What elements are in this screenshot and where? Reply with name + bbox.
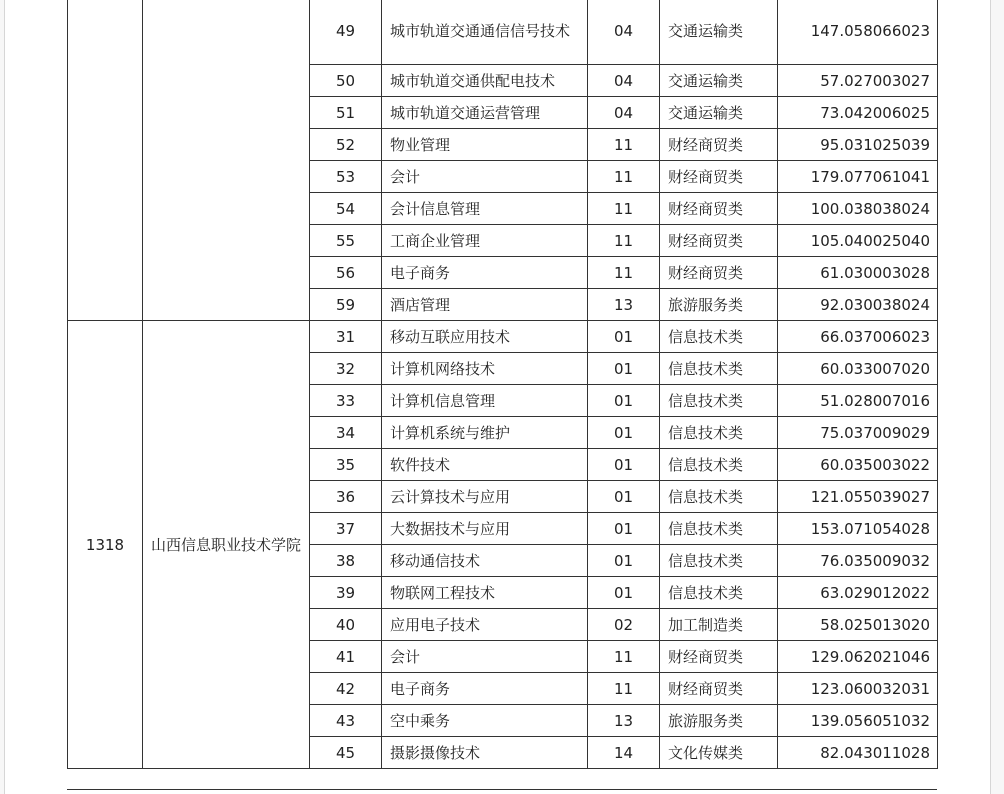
score-cell: 75.037009029 [778, 417, 938, 449]
major-number-cell: 52 [310, 129, 382, 161]
major-name-cell: 会计 [382, 641, 588, 673]
major-name-cell: 电子商务 [382, 257, 588, 289]
category-cell: 信息技术类 [660, 385, 778, 417]
major-number-cell: 45 [310, 737, 382, 769]
category-cell: 财经商贸类 [660, 193, 778, 225]
major-number-cell: 42 [310, 673, 382, 705]
subject-code-cell: 01 [588, 481, 660, 513]
category-cell: 信息技术类 [660, 321, 778, 353]
major-name-cell: 移动互联应用技术 [382, 321, 588, 353]
subject-code-cell: 04 [588, 97, 660, 129]
category-cell: 信息技术类 [660, 545, 778, 577]
major-name-cell: 计算机信息管理 [382, 385, 588, 417]
major-name-cell: 会计 [382, 161, 588, 193]
major-name-cell: 大数据技术与应用 [382, 513, 588, 545]
subject-code-cell: 13 [588, 289, 660, 321]
subject-code-cell: 01 [588, 449, 660, 481]
subject-code-cell: 11 [588, 225, 660, 257]
page-right-edge [990, 0, 1004, 794]
major-name-cell: 城市轨道交通供配电技术 [382, 65, 588, 97]
major-name-cell: 软件技术 [382, 449, 588, 481]
subject-code-cell: 11 [588, 641, 660, 673]
score-cell: 57.027003027 [778, 65, 938, 97]
category-cell: 信息技术类 [660, 481, 778, 513]
subject-code-cell: 01 [588, 417, 660, 449]
major-number-cell: 33 [310, 385, 382, 417]
major-name-cell: 应用电子技术 [382, 609, 588, 641]
subject-code-cell: 11 [588, 129, 660, 161]
major-number-cell: 32 [310, 353, 382, 385]
major-name-cell: 工商企业管理 [382, 225, 588, 257]
major-number-cell: 36 [310, 481, 382, 513]
score-cell: 105.040025040 [778, 225, 938, 257]
score-cell: 58.025013020 [778, 609, 938, 641]
subject-code-cell: 01 [588, 577, 660, 609]
major-number-cell: 53 [310, 161, 382, 193]
subject-code-cell: 01 [588, 353, 660, 385]
major-name-cell: 云计算技术与应用 [382, 481, 588, 513]
score-cell: 147.058066023 [778, 0, 938, 65]
category-cell: 信息技术类 [660, 449, 778, 481]
school-name-cell [143, 0, 310, 321]
table-bottom-border [67, 789, 937, 790]
category-cell: 加工制造类 [660, 609, 778, 641]
school-code-cell [68, 0, 143, 321]
score-cell: 121.055039027 [778, 481, 938, 513]
school-name-cell: 山西信息职业技术学院 [143, 321, 310, 769]
category-cell: 财经商贸类 [660, 641, 778, 673]
major-number-cell: 50 [310, 65, 382, 97]
major-number-cell: 43 [310, 705, 382, 737]
major-number-cell: 55 [310, 225, 382, 257]
school-code-cell: 1318 [68, 321, 143, 769]
score-cell: 61.030003028 [778, 257, 938, 289]
major-number-cell: 37 [310, 513, 382, 545]
major-name-cell: 计算机网络技术 [382, 353, 588, 385]
score-cell: 153.071054028 [778, 513, 938, 545]
major-number-cell: 34 [310, 417, 382, 449]
major-name-cell: 空中乘务 [382, 705, 588, 737]
page-left-edge [0, 0, 5, 794]
category-cell: 交通运输类 [660, 0, 778, 65]
major-number-cell: 39 [310, 577, 382, 609]
major-number-cell: 35 [310, 449, 382, 481]
major-name-cell: 电子商务 [382, 673, 588, 705]
category-cell: 信息技术类 [660, 577, 778, 609]
category-cell: 信息技术类 [660, 417, 778, 449]
major-name-cell: 计算机系统与维护 [382, 417, 588, 449]
major-name-cell: 会计信息管理 [382, 193, 588, 225]
major-number-cell: 40 [310, 609, 382, 641]
subject-code-cell: 11 [588, 673, 660, 705]
major-name-cell: 摄影摄像技术 [382, 737, 588, 769]
major-number-cell: 54 [310, 193, 382, 225]
subject-code-cell: 01 [588, 513, 660, 545]
category-cell: 财经商贸类 [660, 225, 778, 257]
score-cell: 179.077061041 [778, 161, 938, 193]
major-name-cell: 移动通信技术 [382, 545, 588, 577]
score-cell: 66.037006023 [778, 321, 938, 353]
major-name-cell: 酒店管理 [382, 289, 588, 321]
score-cell: 92.030038024 [778, 289, 938, 321]
score-cell: 139.056051032 [778, 705, 938, 737]
category-cell: 财经商贸类 [660, 129, 778, 161]
subject-code-cell: 01 [588, 385, 660, 417]
category-cell: 财经商贸类 [660, 161, 778, 193]
major-number-cell: 31 [310, 321, 382, 353]
category-cell: 信息技术类 [660, 353, 778, 385]
major-number-cell: 38 [310, 545, 382, 577]
admission-table [67, 0, 938, 769]
subject-code-cell: 04 [588, 0, 660, 65]
score-cell: 100.038038024 [778, 193, 938, 225]
score-cell: 95.031025039 [778, 129, 938, 161]
score-cell: 60.035003022 [778, 449, 938, 481]
score-cell: 63.029012022 [778, 577, 938, 609]
subject-code-cell: 01 [588, 545, 660, 577]
major-name-cell: 城市轨道交通通信信号技术 [382, 0, 588, 65]
score-cell: 82.043011028 [778, 737, 938, 769]
table-body [68, 0, 938, 769]
major-number-cell: 51 [310, 97, 382, 129]
category-cell: 信息技术类 [660, 513, 778, 545]
major-number-cell: 49 [310, 0, 382, 65]
category-cell: 文化传媒类 [660, 737, 778, 769]
score-cell: 60.033007020 [778, 353, 938, 385]
score-cell: 129.062021046 [778, 641, 938, 673]
major-number-cell: 59 [310, 289, 382, 321]
subject-code-cell: 04 [588, 65, 660, 97]
category-cell: 交通运输类 [660, 65, 778, 97]
major-name-cell: 物联网工程技术 [382, 577, 588, 609]
subject-code-cell: 02 [588, 609, 660, 641]
major-number-cell: 41 [310, 641, 382, 673]
subject-code-cell: 14 [588, 737, 660, 769]
major-name-cell: 城市轨道交通运营管理 [382, 97, 588, 129]
major-number-cell: 56 [310, 257, 382, 289]
subject-code-cell: 11 [588, 257, 660, 289]
subject-code-cell: 13 [588, 705, 660, 737]
category-cell: 旅游服务类 [660, 705, 778, 737]
category-cell: 交通运输类 [660, 97, 778, 129]
subject-code-cell: 01 [588, 321, 660, 353]
score-cell: 73.042006025 [778, 97, 938, 129]
category-cell: 财经商贸类 [660, 257, 778, 289]
category-cell: 财经商贸类 [660, 673, 778, 705]
subject-code-cell: 11 [588, 193, 660, 225]
table-row [68, 321, 938, 353]
score-cell: 51.028007016 [778, 385, 938, 417]
score-cell: 123.060032031 [778, 673, 938, 705]
table-row [68, 0, 938, 65]
major-name-cell: 物业管理 [382, 129, 588, 161]
category-cell: 旅游服务类 [660, 289, 778, 321]
subject-code-cell: 11 [588, 161, 660, 193]
score-cell: 76.035009032 [778, 545, 938, 577]
